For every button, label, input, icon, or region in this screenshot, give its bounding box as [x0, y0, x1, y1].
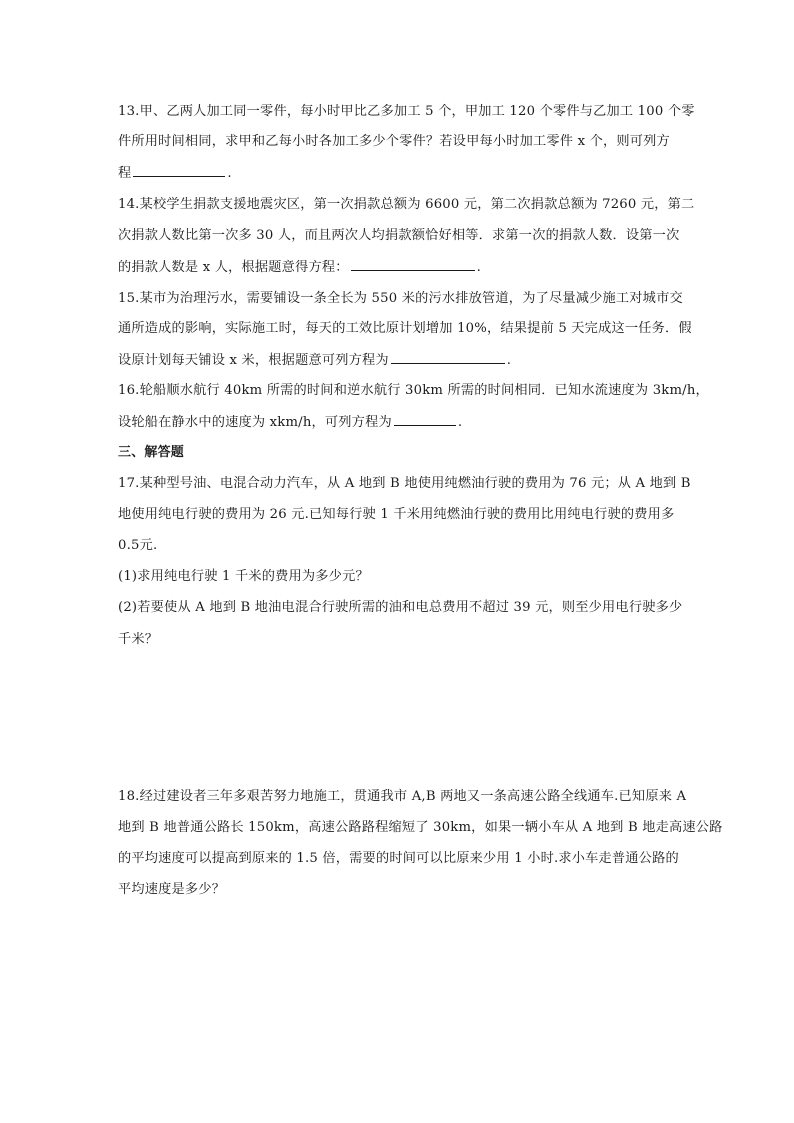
q16-line-2-end: .: [457, 415, 463, 430]
q15-answer-blank[interactable]: [391, 351, 505, 364]
q18-line-2: 地到 B 地普通公路长 150km，高速公路路程缩短了 30km，如果一辆小车从 A 地到 B 地走高速公路: [118, 820, 723, 835]
q14-line-3: [118, 258, 481, 277]
q15-line-1: 15.某市为治理污水，需要铺设一条全长为 550 米的污水排放管道，为了尽量减少施工对城市交: [118, 291, 683, 306]
q17-line-1: 17.某种型号油、电混合动力汽车，从 A 地到 B 地使用纯燃油行驶的费用为 76 元；从 A 地到 B: [118, 476, 691, 491]
q16-line-1: 16.轮船顺水航行 40km 所需的时间和逆水航行 30km 所需的时间相同．已知水流速度为 3km/h，: [118, 383, 709, 398]
q14-line-3-text: 的捐款人数是 x 人，根据题意得方程：: [118, 260, 349, 275]
q17-line-3: 0.5元.: [118, 538, 158, 553]
q17-sub-question-2-line-1: (2)若要使从 A 地到 B 地油电混合行驶所需的油和电总费用不超过 39 元，则至少用电行驶多少: [118, 600, 683, 615]
q15-line-3: [118, 351, 511, 370]
q15-line-2: 通所造成的影响，实际施工时，每天的工效比原计划增加 10%，结果提前 5 天完成这一任务．假: [118, 321, 692, 336]
q13-line-1: 13.甲、乙两人加工同一零件，每小时甲比乙多加工 5 个，甲加工 120 个零件与乙加工 100 个零: [118, 104, 695, 119]
q14-line-2: 次捐款人数比第一次多 30 人，而且两次人均捐款额恰好相等．求第一次的捐款人数．设第一次: [118, 228, 680, 243]
q14-answer-blank[interactable]: [351, 258, 475, 271]
section-heading: 三、解答题: [118, 445, 185, 460]
q16-line-2: [118, 413, 462, 432]
q13-answer-blank[interactable]: [133, 164, 225, 177]
q15-line-3-end: .: [506, 353, 512, 368]
q16-line-2-text: 设轮船在静水中的速度为 xkm/h，可列方程为: [118, 415, 392, 430]
q18-line-1: 18.经过建设者三年多艰苦努力地施工，贯通我市 A,B 两地又一条高速公路全线通车.已知原来 A: [118, 789, 687, 804]
q14-line-1: 14.某校学生捐款支援地震灾区，第一次捐款总额为 6600 元，第二次捐款总额为 7260 元，第二: [118, 197, 695, 212]
q16-answer-blank[interactable]: [394, 413, 456, 426]
q13-line-3-text: 程: [118, 166, 132, 181]
q17-sub-question-2-line-2: 千米？: [118, 632, 159, 647]
q15-line-3-text: 设原计划每天铺设 x 米，根据题意可列方程为: [118, 353, 389, 368]
q13-line-3: [118, 164, 232, 183]
q17-line-2: 地使用纯电行驶的费用为 26 元.已知每行驶 1 千米用纯燃油行驶的费用比用纯电行驶的费用多: [118, 507, 675, 522]
q13-line-3-end: .: [227, 166, 232, 181]
q13-line-2: 件所用时间相同，求甲和乙每小时各加工多少个零件？若设甲每小时加工零件 x 个，则可列方: [118, 134, 670, 149]
q17-sub-question-1: (1)求用纯电行驶 1 千米的费用为多少元？: [118, 569, 369, 584]
q18-line-3: 的平均速度可以提高到原来的 1.5 倍，需要的时间可以比原来少用 1 小时.求小车走普通公路的: [118, 851, 679, 866]
q14-line-3-end: .: [476, 260, 482, 275]
q18-line-4: 平均速度是多少？: [118, 882, 226, 897]
